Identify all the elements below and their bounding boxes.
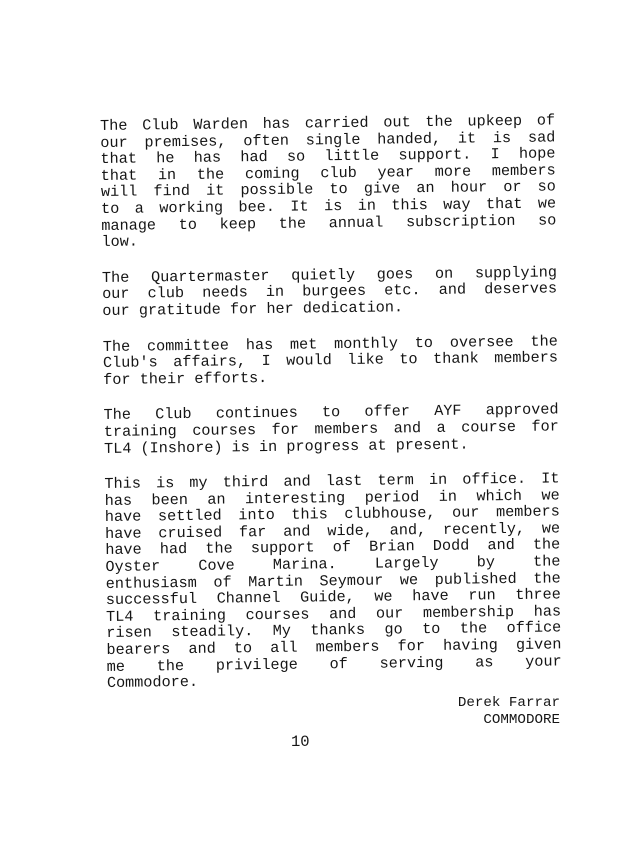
text-line: enthusiasm of Martin Seymour we published the bbox=[105, 569, 561, 593]
text-line: to a working bee. It is in this way that we bbox=[101, 194, 557, 218]
text-line: This is my third and last term in office. It bbox=[104, 469, 560, 494]
page-number: 10 bbox=[291, 733, 310, 751]
text-line: TL4 (Inshore) is in progress at present. bbox=[103, 435, 469, 458]
text-line: have had the support of Brian Dodd and the bbox=[105, 535, 561, 560]
text-line: me the privilege of serving as your bbox=[106, 652, 562, 676]
text-line: Commodore. bbox=[106, 673, 199, 693]
text-line: The Quartermaster quietly goes on supplying bbox=[101, 263, 558, 287]
text-line: The committee has met monthly to oversee the bbox=[102, 331, 558, 356]
signature-title: COMMODORE bbox=[483, 711, 560, 728]
text-line: have settled into this clubhouse, our members bbox=[104, 502, 560, 527]
text-line: low. bbox=[101, 232, 139, 252]
text-line: The Club continues to offer AYF approved bbox=[103, 400, 559, 425]
text-line: that he has had so little support. I hope bbox=[100, 144, 556, 169]
text-line: our club needs in burgees etc. and deserves bbox=[102, 279, 558, 304]
paragraph-final-term bbox=[104, 471, 562, 692]
signature-block bbox=[458, 695, 560, 728]
paragraph-club-warden bbox=[100, 112, 557, 250]
text-line: has been an interesting period in which we bbox=[104, 486, 560, 510]
text-line: successful Channel Guide, we have run three bbox=[105, 585, 561, 610]
signature-name: Derek Farrar bbox=[457, 695, 560, 711]
text-line: manage to keep the annual subscription so bbox=[101, 210, 557, 235]
text-line: risen steadily. My thanks go to the office bbox=[106, 618, 562, 643]
text-line: our premises, often single handed, it is sad bbox=[100, 128, 556, 152]
text-line: The Club Warden has carried out the upkeep of bbox=[99, 111, 556, 135]
paragraph-training bbox=[104, 402, 560, 457]
text-line: training courses for members and a course for bbox=[103, 417, 559, 441]
text-line: bearers and to all members for having given bbox=[106, 635, 562, 659]
text-line: Oyster Cove Marina. Largely by the bbox=[105, 552, 561, 577]
text-line: have cruised far and wide, and, recently, we bbox=[104, 519, 561, 543]
text-line: our gratitude for her dedication. bbox=[102, 298, 404, 320]
body-text bbox=[100, 112, 562, 710]
text-line: TL4 training courses and our membership has bbox=[105, 602, 562, 626]
paragraph-quartermaster bbox=[102, 264, 558, 319]
text-line: that in the coming club year more members bbox=[100, 161, 556, 185]
paragraph-committee bbox=[103, 333, 559, 388]
text-line: Club's affairs, I would like to thank members bbox=[102, 348, 559, 373]
text-line: for their efforts. bbox=[103, 368, 268, 389]
text-line: will find it possible to give an hour or so bbox=[100, 177, 556, 202]
